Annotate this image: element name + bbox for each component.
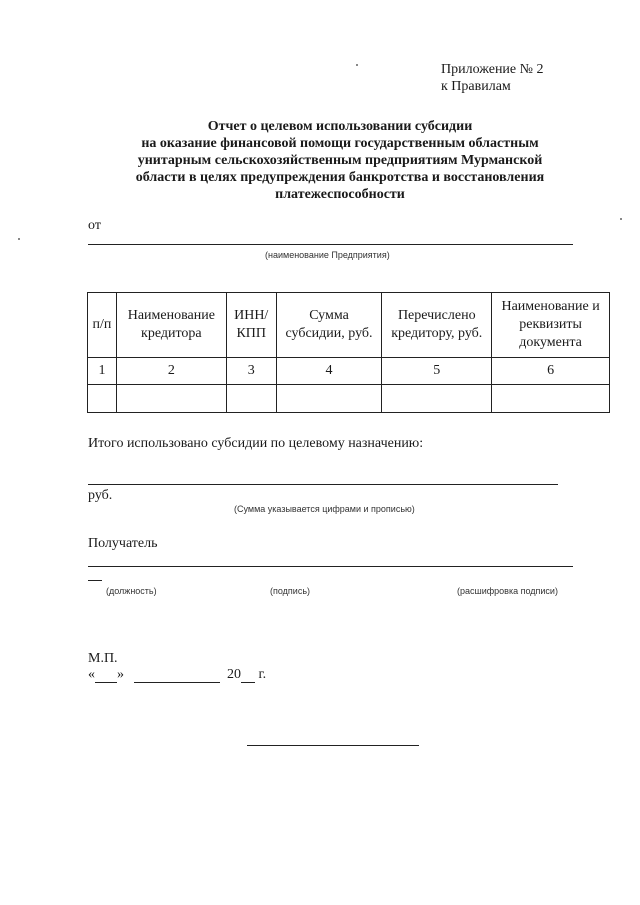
appendix-rules: к Правилам	[441, 79, 511, 94]
title-line: платежеспособности	[275, 187, 405, 202]
name-caption: (расшифровка подписи)	[457, 586, 558, 596]
header-cell: Наименование и реквизиты документа	[492, 293, 610, 358]
title-line: на оказание финансовой помощи государственным областным	[141, 136, 539, 151]
day-blank[interactable]	[95, 669, 117, 683]
report-title	[60, 118, 620, 203]
header-cell: п/п	[88, 293, 117, 358]
from-label: от	[88, 218, 101, 233]
enterprise-name-line[interactable]	[88, 244, 573, 245]
year-suffix: г.	[258, 667, 267, 682]
header-cell: Сумма субсидии, руб.	[276, 293, 382, 358]
year-prefix: 20	[227, 667, 241, 682]
report-table	[87, 292, 610, 413]
title-line: унитарным сельскохозяйственным предприятиям Мурманской	[137, 153, 543, 168]
title-line: Отчет о целевом использовании субсидии	[207, 119, 473, 134]
recipient-line[interactable]	[88, 566, 573, 567]
recipient-label: Получатель	[88, 536, 158, 551]
signature-caption: (подпись)	[270, 586, 311, 596]
column-number: 5	[382, 358, 492, 385]
table-cell[interactable]	[492, 385, 610, 413]
column-number: 3	[226, 358, 276, 385]
date-open-quote: «	[88, 667, 95, 682]
closing-rule	[247, 745, 419, 746]
year-blank[interactable]	[241, 669, 255, 683]
column-number: 2	[116, 358, 226, 385]
column-number: 6	[492, 358, 610, 385]
table-cell[interactable]	[276, 385, 382, 413]
total-caption: (Сумма указывается цифрами и прописью)	[234, 504, 415, 514]
appendix-block	[441, 61, 544, 95]
total-label: Итого использовано субсидии по целевому назначению:	[88, 436, 424, 451]
position-caption: (должность)	[106, 586, 157, 596]
header-cell: Наименование кредитора	[116, 293, 226, 358]
scan-dot	[620, 218, 622, 220]
scan-dot	[356, 64, 358, 66]
date-close-quote: »	[117, 667, 124, 682]
enterprise-caption: (наименование Предприятия)	[265, 250, 390, 260]
table-cell[interactable]	[88, 385, 117, 413]
header-cell: Перечислено кредитору, руб.	[382, 293, 492, 358]
table-cell[interactable]	[116, 385, 226, 413]
column-number: 1	[88, 358, 117, 385]
month-blank[interactable]	[134, 669, 220, 683]
total-amount-line[interactable]	[88, 484, 558, 485]
table-cell[interactable]	[382, 385, 492, 413]
column-number-row	[88, 358, 610, 385]
currency-label: руб.	[88, 488, 113, 503]
table-header-row	[88, 293, 610, 358]
recipient-short-line	[88, 580, 102, 581]
appendix-number: Приложение № 2	[441, 62, 544, 77]
table-row	[88, 385, 610, 413]
header-cell: ИНН/ КПП	[226, 293, 276, 358]
scan-dot	[18, 238, 20, 240]
table-cell[interactable]	[226, 385, 276, 413]
stamp-label: М.П.	[88, 651, 118, 666]
date-line	[88, 667, 266, 683]
title-line: области в целях предупреждения банкротства и восстановления	[135, 170, 545, 185]
column-number: 4	[276, 358, 382, 385]
